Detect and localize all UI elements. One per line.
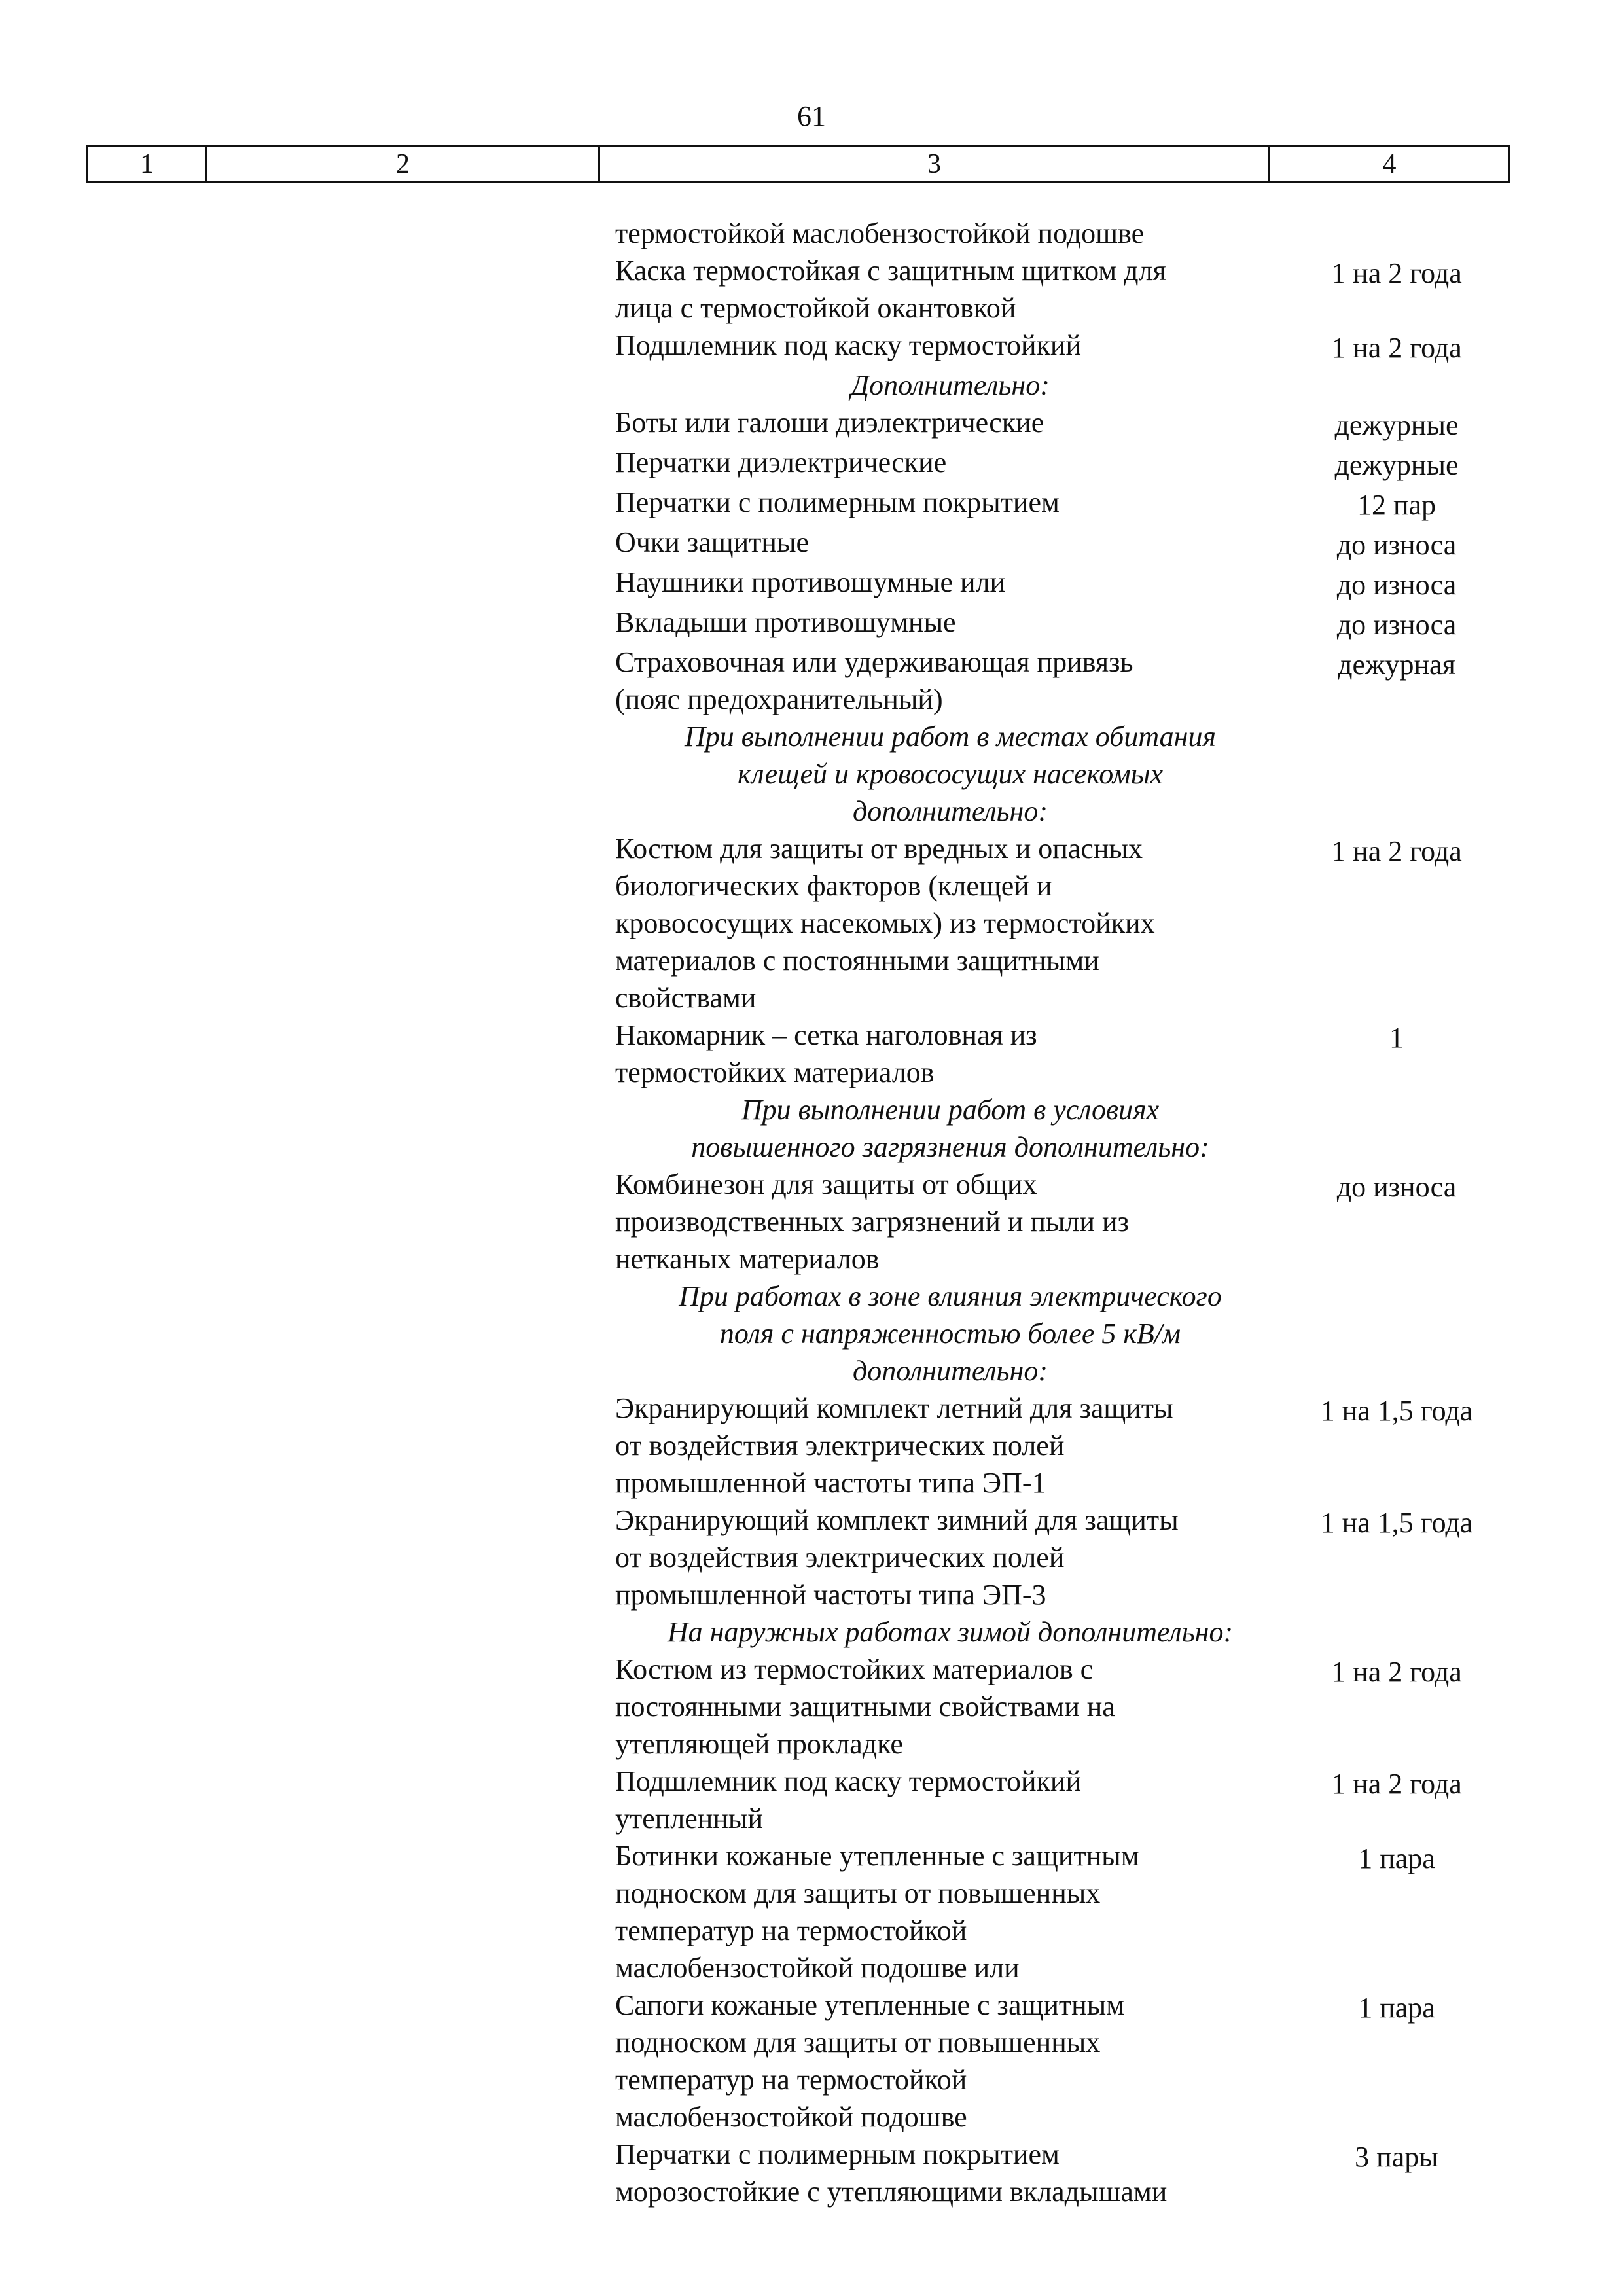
item-name-line: материалов с постоянными защитными <box>615 944 1099 977</box>
item-name-line: Перчатки с полимерным покрытием <box>615 486 1060 518</box>
section-subheading <box>615 718 1285 830</box>
header-col-4: 4 <box>1382 149 1397 179</box>
issue-norm: до износа <box>1336 529 1457 561</box>
table-header <box>86 145 1510 183</box>
table-row <box>615 215 1531 252</box>
table-row <box>615 603 1531 643</box>
section-subheading <box>615 1278 1285 1390</box>
issue-norm: 1 на 2 года <box>1331 1768 1462 1800</box>
section-subheading <box>615 1091 1285 1166</box>
item-name-line: Перчатки с полимерным покрытием <box>615 2138 1060 2170</box>
table-row <box>615 830 1531 1016</box>
issue-norm: 1 на 2 года <box>1331 835 1462 867</box>
table-row <box>615 444 1531 484</box>
issue-norm: 3 пары <box>1355 2141 1438 2173</box>
table-row <box>615 1390 1531 1501</box>
item-name-line: Накомарник – сетка наголовная из <box>615 1019 1037 1051</box>
item-name <box>615 484 1285 521</box>
issue-norm: 1 на 1,5 года <box>1320 1395 1473 1427</box>
item-name-line: Сапоги кожаные утепленные с защитным <box>615 1989 1125 2021</box>
table-row <box>615 524 1531 564</box>
issue-norm: 1 пара <box>1358 1992 1435 2024</box>
table-row <box>615 327 1531 367</box>
item-name-line: Комбинезон для защиты от общих <box>615 1168 1037 1200</box>
issue-norm: 1 на 2 года <box>1331 257 1462 289</box>
item-name-line: Очки защитные <box>615 526 810 558</box>
section-subheading <box>615 1613 1285 1651</box>
item-name-line: Экранирующий комплект летний для защиты <box>615 1392 1173 1424</box>
item-name-line: биологических факторов (клещей и <box>615 870 1052 902</box>
item-name <box>615 603 1285 641</box>
issue-norm: 1 на 2 года <box>1331 332 1462 364</box>
item-name-line: Ботинки кожаные утепленные с защитным <box>615 1840 1139 1872</box>
item-name-line: подноском для защиты от повышенных <box>615 1877 1101 1909</box>
item-name <box>615 1763 1285 1837</box>
item-name <box>615 1651 1285 1763</box>
item-name-line: температур на термостойкой <box>615 2064 967 2096</box>
item-name-line: Вкладыши противошумные <box>615 606 956 638</box>
item-name-line: Подшлемник под каску термостойкий <box>615 1765 1081 1797</box>
item-name <box>615 564 1285 601</box>
item-name-line: постоянными защитными свойствами на <box>615 1691 1115 1723</box>
subheading-line: При выполнении работ в условиях <box>741 1094 1160 1126</box>
issue-norm: 1 на 1,5 года <box>1320 1507 1473 1539</box>
table-row <box>615 1763 1531 1837</box>
issue-norm <box>1285 215 1508 217</box>
subheading-line: повышенного загрязнения дополнительно: <box>691 1131 1209 1163</box>
item-name <box>615 1390 1285 1501</box>
table-row <box>615 1016 1531 1091</box>
item-name <box>615 1166 1285 1278</box>
item-name <box>615 444 1285 481</box>
item-name-line: Страховочная или удерживающая привязь <box>615 646 1133 678</box>
issue-norm: до износа <box>1336 1171 1457 1203</box>
table-row <box>615 1986 1531 2136</box>
subheading-line: Дополнительно: <box>851 369 1050 401</box>
subheading-line: дополнительно: <box>852 795 1048 827</box>
header-col-3: 3 <box>600 147 1270 181</box>
item-name-line: лица с термостойкой окантовкой <box>615 292 1016 324</box>
item-name <box>615 830 1285 1016</box>
item-name-line: подноском для защиты от повышенных <box>615 2026 1101 2058</box>
item-name <box>615 643 1285 718</box>
item-name-line: морозостойкие с утепляющими вкладышами <box>615 2176 1168 2208</box>
table-row <box>615 1166 1531 1278</box>
issue-norm: 1 <box>1389 1022 1404 1054</box>
issue-norm: 12 пар <box>1357 489 1436 521</box>
issue-norm: дежурная <box>1338 649 1455 681</box>
item-name-line: кровососущих насекомых) из термостойких <box>615 907 1155 939</box>
issue-norm: дежурные <box>1334 449 1459 481</box>
table-row <box>615 643 1531 718</box>
item-name-line: Каска термостойкая с защитным щитком для <box>615 255 1166 287</box>
item-name-line: (пояс предохранительный) <box>615 683 943 715</box>
table-row <box>615 1837 1531 1986</box>
item-name <box>615 252 1285 327</box>
item-name <box>615 1986 1285 2136</box>
issue-norm: до износа <box>1336 569 1457 601</box>
subheading-line: При выполнении работ в местах обитания <box>685 721 1216 753</box>
item-name-line: термостойкой маслобензостойкой подошве <box>615 217 1145 249</box>
item-name <box>615 1837 1285 1986</box>
item-name <box>615 1016 1285 1091</box>
item-name <box>615 2136 1285 2210</box>
item-name-line: промышленной частоты типа ЭП-1 <box>615 1467 1046 1499</box>
item-name-line: термостойких материалов <box>615 1056 935 1088</box>
item-name-line: Подшлемник под каску термостойкий <box>615 329 1081 361</box>
item-name <box>615 327 1285 364</box>
subheading-line: На наружных работах зимой дополнительно: <box>667 1616 1234 1648</box>
item-name-line: Экранирующий комплект зимний для защиты <box>615 1504 1179 1536</box>
header-col-2: 2 <box>207 147 600 181</box>
issue-norm: до износа <box>1336 609 1457 641</box>
item-name-line: промышленной частоты типа ЭП-3 <box>615 1579 1046 1611</box>
item-name-line: Перчатки диэлектрические <box>615 446 947 478</box>
table-row <box>615 1501 1531 1613</box>
page-number: 61 <box>797 100 826 132</box>
issue-norm: 1 на 2 года <box>1331 1656 1462 1688</box>
issue-norm: 1 пара <box>1358 1842 1435 1874</box>
item-name-line: нетканых материалов <box>615 1243 880 1275</box>
item-name-line: Наушники противошумные или <box>615 566 1006 598</box>
subheading-line: дополнительно: <box>852 1355 1048 1387</box>
item-name-line: температур на термостойкой <box>615 1914 967 1946</box>
table-row <box>615 252 1531 327</box>
item-name <box>615 524 1285 561</box>
table-row <box>615 404 1531 444</box>
item-name-line: от воздействия электрических полей <box>615 1429 1065 1462</box>
subheading-line: При работах в зоне влияния электрического <box>679 1280 1222 1312</box>
item-name-line: свойствами <box>615 982 757 1014</box>
table-row <box>615 484 1531 524</box>
item-name-line: утепленный <box>615 1803 763 1835</box>
item-name-line: маслобензостойкой подошве или <box>615 1952 1020 1984</box>
table-row <box>615 2136 1531 2210</box>
table-row <box>615 1651 1531 1763</box>
issue-norm: дежурные <box>1334 409 1459 441</box>
item-name-line: от воздействия электрических полей <box>615 1541 1065 1573</box>
item-name-line: утепляющей прокладке <box>615 1728 903 1760</box>
item-name <box>615 215 1285 252</box>
table-row <box>615 564 1531 603</box>
table-body <box>615 215 1531 2210</box>
subheading-line: клещей и кровососущих насекомых <box>737 758 1164 790</box>
item-name <box>615 1501 1285 1613</box>
item-name-line: маслобензостойкой подошве <box>615 2101 967 2133</box>
header-col-1: 1 <box>88 147 207 181</box>
section-subheading <box>615 367 1285 404</box>
item-name-line: Костюм для защиты от вредных и опасных <box>615 833 1143 865</box>
item-name-line: Костюм из термостойких материалов с <box>615 1653 1094 1685</box>
item-name <box>615 404 1285 441</box>
item-name-line: производственных загрязнений и пыли из <box>615 1206 1129 1238</box>
subheading-line: поля с напряженностью более 5 кВ/м <box>719 1318 1181 1350</box>
item-name-line: Боты или галоши диэлектрические <box>615 406 1044 439</box>
